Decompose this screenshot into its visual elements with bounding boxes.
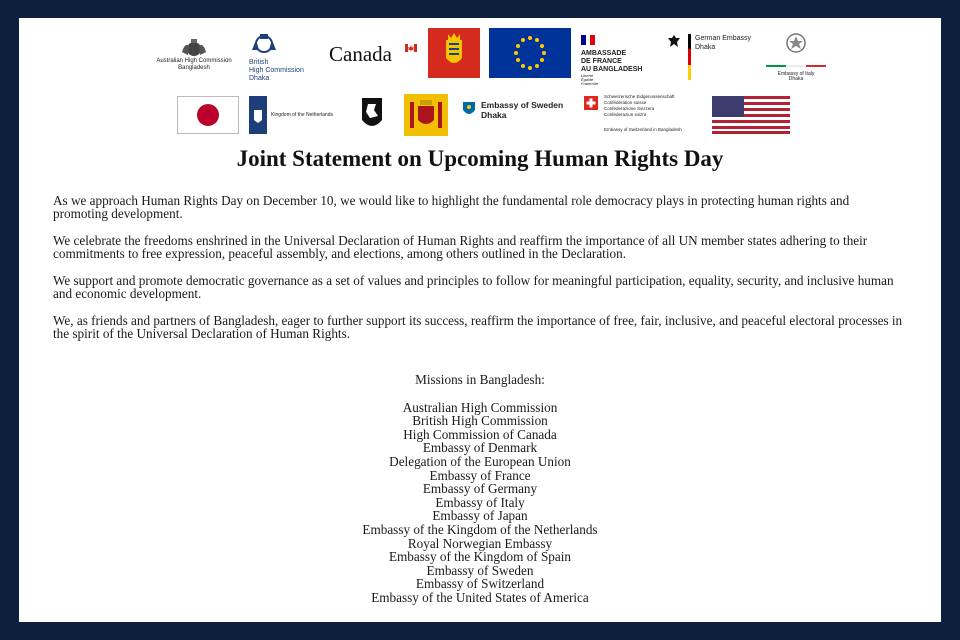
paragraph-4: We, as friends and partners of Bangladesh, eager to further support its success, reaffirm the importance of free, fair, inclusive, and peaceful electoral processes in the spirit of the Universal Declaration of Human Rights. (53, 313, 903, 341)
sweden-logo-line1: Embassy of Sweden (481, 100, 564, 110)
italy-logo (764, 32, 828, 82)
germany-logo-line2: Dhaka (695, 44, 716, 51)
mission-item: Embassy of Japan (432, 508, 528, 524)
missions-section (19, 373, 941, 605)
mission-item: Embassy of Sweden (426, 562, 534, 578)
mission-item: Embassy of Germany (422, 481, 538, 497)
switzerland-logo-line3: Confederazione Svizzera (604, 106, 655, 111)
switzerland-logo-line5: Embassy of Switzerland in Bangladesh (604, 127, 682, 132)
spain-coat-of-arms-icon (404, 94, 448, 136)
uk-crest-icon (249, 32, 279, 54)
statement-page (19, 18, 941, 622)
sweden-logo-line2: Dhaka (481, 110, 507, 120)
germany-eagle-icon (667, 34, 681, 48)
mission-item: Embassy of Switzerland (415, 576, 545, 592)
france-logo (581, 32, 661, 86)
australia-logo (154, 38, 234, 72)
australia-crest-icon (179, 38, 209, 58)
spain-logo (404, 94, 448, 136)
usa-logo (712, 96, 790, 134)
italy-logo-line2: Dhaka (788, 76, 804, 82)
australia-logo-line2: Bangladesh (178, 65, 210, 71)
mission-item: Embassy of the Kingdom of the Netherlands (362, 521, 598, 537)
denmark-coat-of-arms-icon (428, 28, 480, 78)
denmark-logo (428, 28, 480, 78)
mission-item: Embassy of the United States of America (371, 589, 589, 605)
france-logo-line3: AU BANGLADESH (581, 66, 643, 73)
italy-flag-stripe-icon (766, 65, 826, 67)
eu-logo (489, 28, 571, 78)
logo-row-bottom (19, 94, 941, 140)
uk-logo-line3: Dhaka (249, 75, 270, 82)
uk-logo (249, 32, 319, 83)
mission-item: Embassy of Italy (435, 494, 525, 510)
switzerland-cross-icon (584, 96, 598, 110)
netherlands-logo-line1: Kingdom of the Netherlands (271, 112, 333, 118)
italy-emblem-icon (785, 32, 807, 54)
sweden-crest-icon (461, 100, 477, 118)
france-logo-line2: DE FRANCE (581, 58, 622, 65)
mission-item: Australian High Commission (402, 399, 558, 415)
paragraph-1: As we approach Human Rights Day on December 10, we would like to highlight the fundamental role democracy plays in protecting human rights and promoting development. (53, 193, 850, 221)
norway-lion-icon (354, 94, 390, 134)
germany-logo-line1: German Embassy (695, 35, 752, 42)
japan-flag-icon (177, 96, 239, 134)
france-marianne-icon (581, 35, 595, 45)
mission-item: British High Commission (412, 413, 548, 429)
paragraph-2: We celebrate the freedoms enshrined in the Universal Declaration of Human Rights and reaffirm the importance of all UN member states adhering to their commitments to free expression, peaceful assembly, and elections, among others outlined in the Declaration. (53, 233, 868, 261)
norway-logo (354, 94, 390, 134)
statement-title: Joint Statement on Upcoming Human Rights Day (236, 146, 724, 171)
australia-logo-line1: Australian High Commission (156, 58, 232, 64)
mission-item: Royal Norwegian Embassy (407, 535, 553, 551)
mission-item: Embassy of Denmark (422, 440, 538, 456)
mission-item: Embassy of the Kingdom of Spain (388, 549, 572, 565)
italy-logo-line1: Embassy of Italy (777, 71, 815, 77)
france-motto-fraternite: Fraternité (581, 81, 599, 86)
uk-logo-line2: High Commission (249, 67, 304, 74)
france-motto-liberte: Liberté (581, 73, 594, 78)
netherlands-logo (249, 96, 349, 134)
france-logo-line1: AMBASSADE (581, 50, 627, 57)
missions-heading: Missions in Bangladesh: (415, 372, 545, 387)
uk-logo-line1: British (249, 59, 269, 66)
canada-logo (329, 42, 419, 67)
usa-flag-icon (712, 96, 790, 134)
paragraph-3: We support and promote democratic governance as a set of values and principles to follow for meaningful participation, equality, security, and inclusive human and economic development. (53, 273, 894, 301)
switzerland-logo-line4: Confederaziun svizra (604, 112, 647, 117)
mission-item: High Commission of Canada (403, 426, 557, 442)
statement-body (53, 194, 903, 354)
japan-logo (177, 96, 239, 134)
germany-flag-stripe-icon (688, 34, 691, 80)
switzerland-logo-line2: Confédération suisse (604, 100, 647, 105)
canada-flag-icon (405, 44, 417, 56)
eu-flag-icon (489, 28, 571, 78)
mission-item: Delegation of the European Union (389, 453, 571, 469)
france-motto-egalite: Égalité (581, 77, 594, 82)
netherlands-lion-icon (249, 96, 267, 134)
switzerland-logo (584, 94, 709, 138)
switzerland-logo-line1: Schweizerische Eidgenossenschaft (604, 94, 675, 99)
mission-item: Embassy of France (429, 467, 531, 483)
canada-wordmark: Canada (329, 42, 392, 66)
logo-row-top (19, 28, 941, 84)
